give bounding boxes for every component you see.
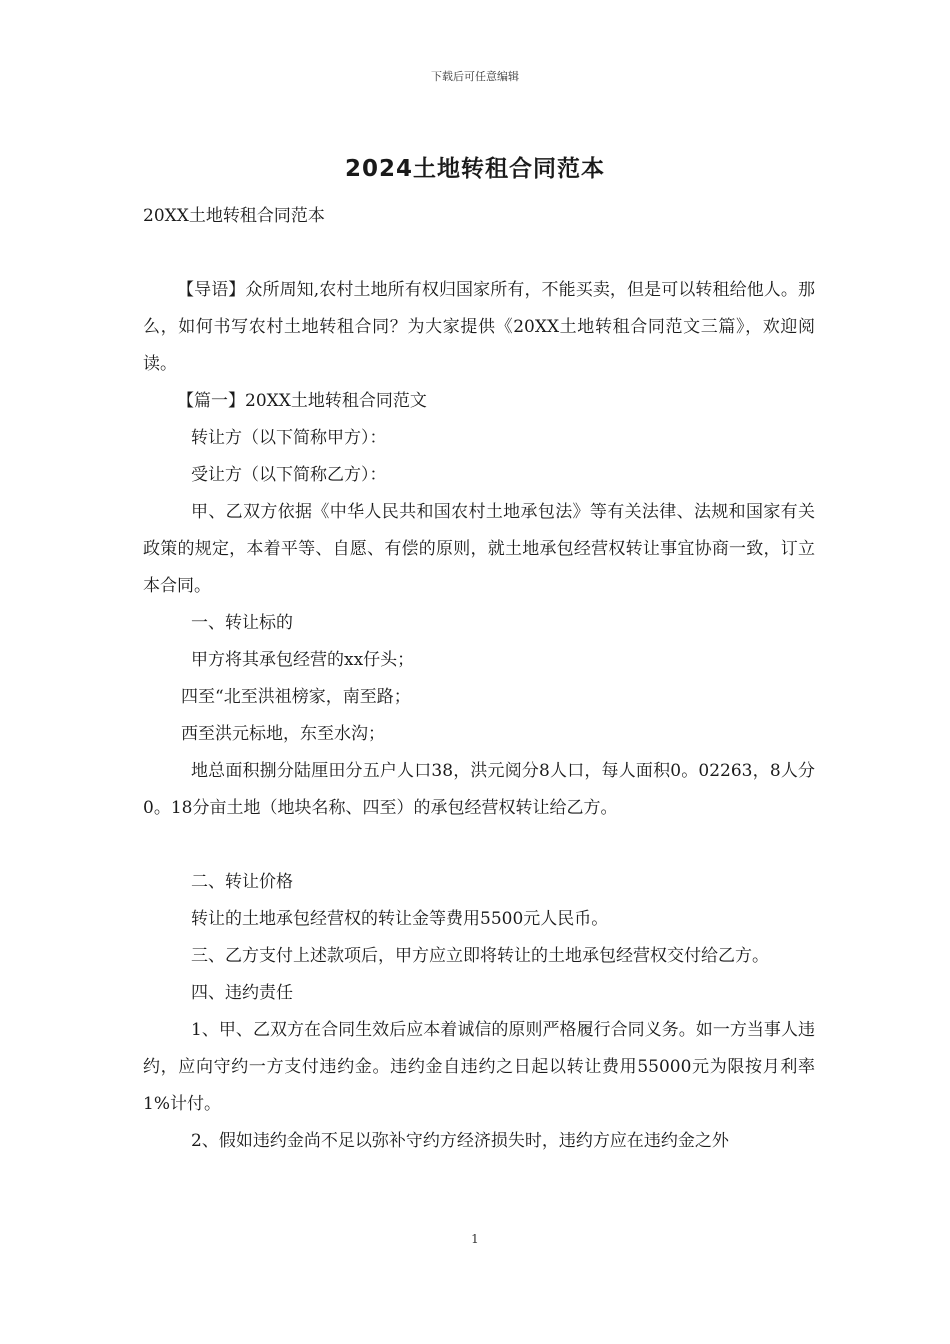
clause-heading-price: 二、转让价格 [191,872,293,892]
page-number: 1 [471,1232,479,1246]
header-note: 下载后可任意编辑 [431,70,519,83]
blank-line [143,235,815,272]
subtitle-paragraph: 20XX土地转租合同范本 [143,206,325,226]
delivery-paragraph: 三、乙方支付上述款项后，甲方应立即将转让的土地承包经营权交付给乙方。 [191,946,769,966]
transferor-line: 转让方（以下简称甲方）： [191,428,387,448]
boundary-line-west-east: 西至洪元标地，东至水沟； [181,724,385,744]
breach-paragraph-2: 2、假如违约金尚不足以弥补守约方经济损失时，违约方应在违约金之外 [191,1131,729,1151]
section-heading-part-one: 【篇一】20XX土地转租合同范文 [177,391,427,411]
subject-line: 甲方将其承包经营的xx仔头； [191,650,415,670]
price-paragraph: 转让的土地承包经营权的转让金等费用5500元人民币。 [191,909,609,929]
intro-paragraph: 【导语】众所周知,农村土地所有权归国家所有，不能买卖，但是可以转租给他人。那么，如何书写农村土地转租合同？为大家提供《20XX土地转租合同范文三篇》，欢迎阅读。 [143,280,815,374]
document-body [143,196,815,1160]
clause-heading-subject: 一、转让标的 [191,613,293,633]
blank-line [143,827,815,864]
breach-paragraph-1: 1、甲、乙双方在合同生效后应本着诚信的原则严格履行合同义务。如一方当事人违约，应向守约一方支付违约金。违约金自违约之日起以转让费用55000元为限按月利率1%计付。 [143,1020,815,1114]
transferee-line: 受让方（以下简称乙方）： [191,465,387,485]
basis-paragraph: 甲、乙双方依据《中华人民共和国农村土地承包法》等有关法律、法规和国家有关政策的规定，本着平等、自愿、有偿的原则，就土地承包经营权转让事宜协商一致，订立本合同。 [143,502,815,596]
clause-heading-breach: 四、违约责任 [191,983,293,1003]
area-paragraph: 地总面积捌分陆厘田分五户人口38，洪元阅分8人口，每人面积0。02263，8人分0。18分亩土地（地块名称、四至）的承包经营权转让给乙方。 [143,761,815,818]
document-title: 2024土地转租合同范本 [344,156,605,182]
boundary-line-north-south: 四至“北至洪祖榜家，南至路； [181,687,411,707]
